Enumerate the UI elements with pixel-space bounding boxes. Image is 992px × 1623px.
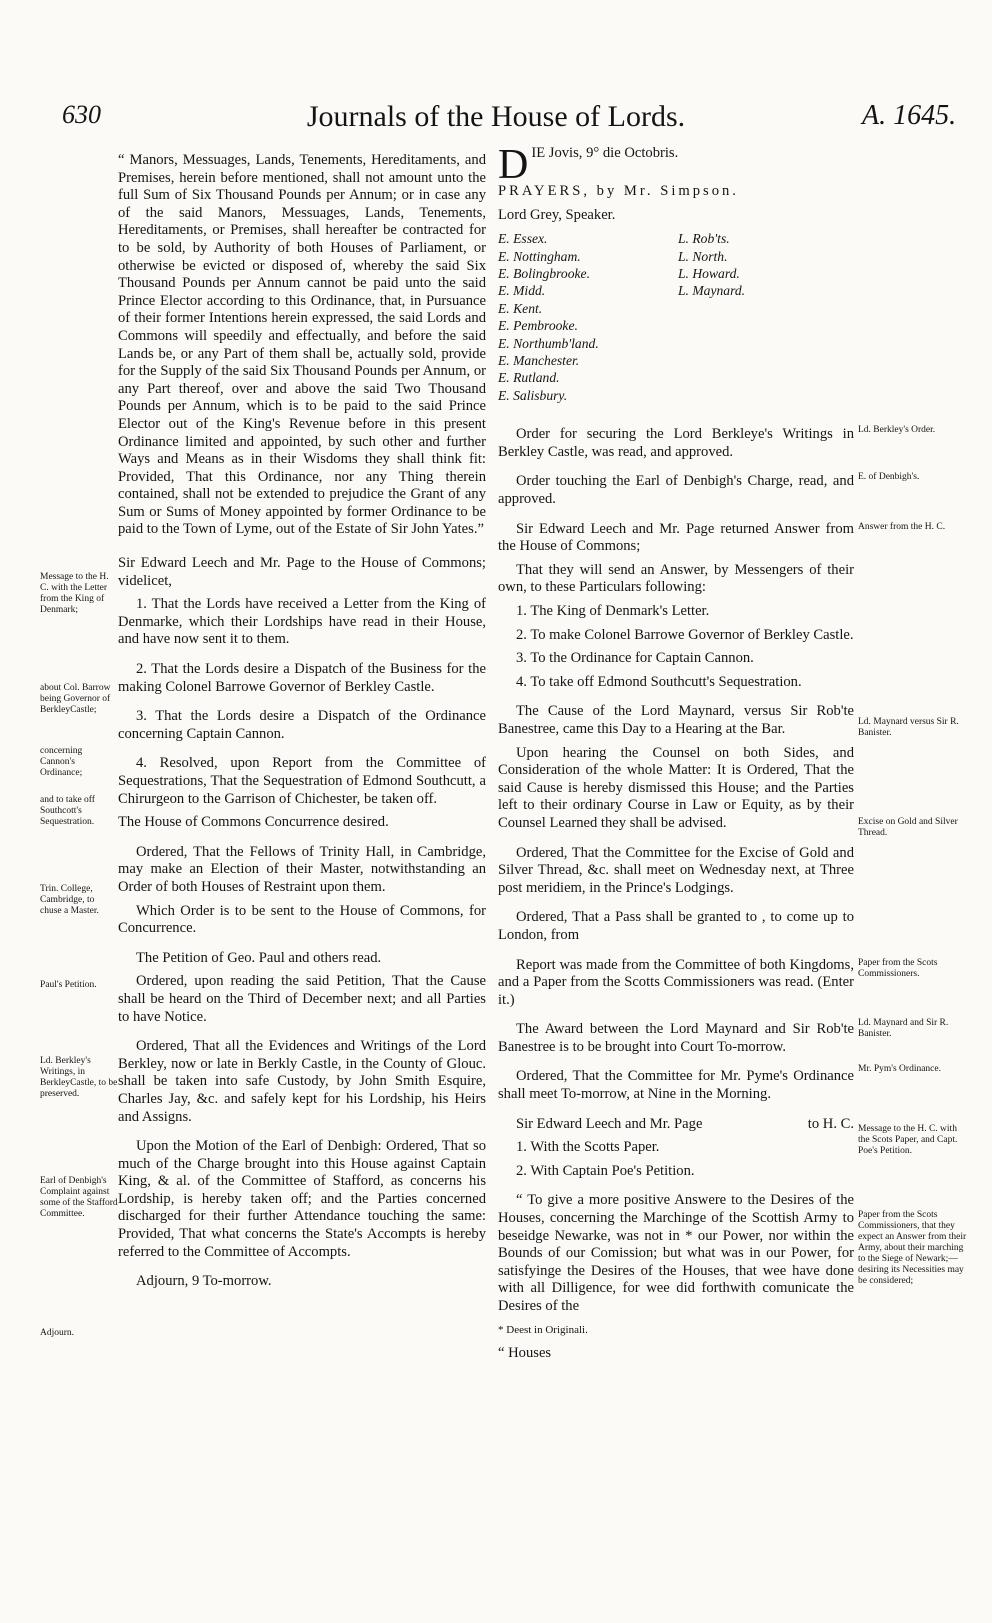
adjourn-line: Adjourn, 9 To-morrow.: [136, 1273, 272, 1290]
scots-report: Report was made from the Committee of both Kingdoms, and a Paper from the Scotts Commissioners was read. (Enter it.): [498, 956, 854, 1008]
margin-note-message: Message to the H. C. with the Scots Paper, and Capt. Poe's Petition.: [858, 1124, 958, 1156]
margin-note-message: Message to the H. C. with the Letter from the King of Denmark;: [40, 572, 109, 615]
paul-petition: The Petition of Geo. Paul and others read.: [136, 949, 382, 966]
answer-item: 4. To take off Edmond Southcutt's Sequestration.: [516, 673, 802, 690]
margin-note-berkley-order: Ld. Berkley's Order.: [858, 425, 936, 435]
lord-entry: E. Kent.: [498, 300, 543, 316]
pyme-order: Ordered, That the Committee for Mr. Pyme's Ordinance shall meet To-morrow, at Nine in the Morning.: [498, 1068, 854, 1103]
margin-note-cannon: concerning Cannon's Ordinance;: [40, 746, 83, 778]
lord-entry: E. Nottingham.: [498, 248, 581, 264]
lord-entry: E. Manchester.: [498, 353, 580, 369]
award-line: The Award between the Lord Maynard and Sir Rob'te Banestree is to be brought into Court To-morrow.: [498, 1021, 854, 1055]
margin-note-denbigh: E. of Denbigh's.: [858, 472, 920, 482]
lord-entry: E. Midd.: [498, 283, 546, 299]
footnote: * Deest in Originali.: [498, 1323, 588, 1336]
margin-note-maynard: Ld. Maynard versus Sir R. Banister.: [858, 717, 959, 738]
pass-order: Ordered, That a Pass shall be granted to , to come up to London, from: [498, 909, 854, 943]
berkley-order: Ordered, That all the Evidences and Writings of the Lord Berkley, now or late in Berkly Castle, in the County of Glouc. shall be taken into safe Custody, by John Smith Esquire, Charles Jay, &c. and safely kept for his Lordship, his Heirs and Assigns.: [118, 1038, 486, 1125]
date-text: IE Jovis, 9° die Octobris.: [531, 145, 679, 161]
margin-note-maynard-award: Ld. Maynard and Sir R. Banister.: [858, 1018, 949, 1039]
message-to-commons-to: to H. C.: [807, 1115, 854, 1132]
margin-note-scots: Paper from the Scots Commissioners, that they expect an Answer from their Army, about their marching to the Siege of Newark;—desiring its Necessities may be considered;: [858, 1210, 967, 1286]
margin-note-excise: Excise on Gold and Silver Thread.: [858, 817, 958, 838]
margin-note-paper: Paper from the Scots Commissioners.: [858, 958, 938, 979]
margin-note-pym: Mr. Pym's Ordinance.: [858, 1064, 941, 1074]
page-year: A. 1645.: [862, 100, 957, 131]
berkley-order-read: Order for securing the Lord Berkleye's Writings in Berkley Castle, was read, and approved.: [498, 426, 854, 460]
scots-quote: “ To give a more positive Answere to the Desires of the Houses, concerning the Marchinge of the Scottish Army to beseidge Newarke, was not in * our Power, nor within the Bounds of our Comission; but what was in our Power, for satisfyinge the Desires of the Houses, that wee have done with all Dilligence, for wee did forthwith comunicate the Desires of the: [498, 1192, 854, 1314]
lord-entry: L. Maynard.: [678, 283, 746, 299]
concurrence-line: The House of Commons Concurrence desired.: [118, 814, 389, 831]
right-column: [498, 142, 854, 1369]
margin-note-adjourn: Adjourn.: [40, 1328, 75, 1338]
margin-note-barrow: about Col. Barrow being Governor of BerkleyCastle;: [40, 683, 111, 715]
trinity-send: Which Order is to be sent to the House of Commons, for Concurrence.: [118, 902, 486, 937]
lord-entry: L. Rob'ts.: [678, 231, 730, 247]
message-item-4: 4. Resolved, upon Report from the Committee of Sequestrations, That the Sequestration of Edmond Southcutt, a Chirurgeon to the Garrison of Chichester, be taken off.: [118, 755, 486, 807]
margin-note-paul: Paul's Petition.: [40, 980, 97, 990]
answer-returned: Sir Edward Leech and Mr. Page returned Answer from the House of Commons;: [498, 520, 854, 555]
message-heading: Sir Edward Leech and Mr. Page to the House of Commons; videlicet,: [118, 555, 486, 589]
message-to-commons: [498, 1116, 854, 1134]
lord-entry: E. Northumb'land.: [498, 335, 599, 351]
answer-particulars: That they will send an Answer, by Messengers of their own, to these Particulars following:: [498, 561, 854, 596]
lords-list-barons: [678, 230, 745, 404]
lord-entry: E. Salisbury.: [498, 387, 568, 403]
drop-cap: D: [498, 142, 529, 188]
margin-note-southcott: and to take off Southcott's Sequestration.: [40, 795, 95, 827]
message-to-commons-heading: Sir Edward Leech and Mr. Page: [516, 1115, 703, 1132]
lords-list-earls: [498, 230, 678, 404]
lord-entry: E. Pembrooke.: [498, 318, 578, 334]
prayers-line: PRAYERS, by Mr. Simpson.: [498, 183, 739, 199]
page-header: [0, 100, 992, 150]
trinity-order: Ordered, That the Fellows of Trinity Hall, in Cambridge, may make an Election of their Master, notwithstanding an Order of both Houses of Restraint upon them.: [118, 843, 486, 895]
lord-entry: E. Rutland.: [498, 370, 560, 386]
margin-note-answer: Answer from the H. C.: [858, 522, 946, 532]
answer-item: 2. To make Colonel Barrowe Governor of Berkley Castle.: [516, 626, 854, 643]
session-date: [498, 142, 854, 188]
page-number: 630: [62, 100, 101, 129]
maynard-ordered: Upon hearing the Counsel on both Sides, and Consideration of the whole Matter: It is Ordered, That the said Cause is hereby dismissed this House; and the Parties left to their ordinary Course in Law or Equity, as by their Counsel Learned they shall be advised.: [498, 744, 854, 831]
message-item: 2. With Captain Poe's Petition.: [516, 1162, 695, 1179]
excise-order: Ordered, That the Committee for the Excise of Gold and Silver Thread, &c. shall meet on Wednesday next, at Three post meridiem, in the Prince's Lodgings.: [498, 844, 854, 896]
speaker-line: Lord Grey, Speaker.: [498, 206, 616, 223]
maynard-cause: The Cause of the Lord Maynard, versus Sir Rob'te Banestree, came this Day to a Hearing at the Bar.: [498, 703, 854, 737]
lord-entry: E. Essex.: [498, 231, 548, 247]
margin-note-berkley: Ld. Berkley's Writings, in BerkleyCastle, to be preserved.: [40, 1056, 118, 1099]
message-item: 1. With the Scotts Paper.: [516, 1139, 660, 1156]
denbigh-order: Upon the Motion of the Earl of Denbigh: Ordered, That so much of the Charge brought into this House against Captain King, & al. of the Committee of Stafford, as concerns his Lordship, is hereby taken off; and the Parties concerned discharged for their further Attendance touching the same: Provided, That what concerns the State's Accompts is hereby referred to the Committee of Accompts.: [118, 1138, 486, 1260]
denbigh-order-read: Order touching the Earl of Denbigh's Charge, read, and approved.: [498, 473, 854, 508]
catchword: “ Houses: [498, 1345, 552, 1362]
lords-present: [498, 230, 854, 404]
message-item-1: 1. That the Lords have received a Letter from the King of Denmarke, which their Lordships have read in their House, and have now sent it to them.: [118, 596, 486, 648]
paul-order: Ordered, upon reading the said Petition, That the Cause shall be heard on the Third of December next; and all Parties to have Notice.: [118, 973, 486, 1025]
page-title: Journals of the House of Lords.: [306, 100, 686, 133]
lord-entry: L. North.: [678, 248, 728, 264]
margin-note-denbigh: Earl of Denbigh's Complaint against some of the Stafford Committee.: [40, 1176, 118, 1219]
answer-item: 3. To the Ordinance for Captain Cannon.: [516, 650, 754, 667]
ordinance-quote: “ Manors, Messuages, Lands, Tenements, Hereditaments, and Premises, herein before mentioned, shall not amount unto the full Sum of Six Thousand Pounds per Annum; or in case any of the said Manors, Messuages, Lands, Tenements, Hereditaments, or Premises, shall hereafter be contracted for to be sold, by Authority of both Houses of Parliament, or otherwise be evicted or disposed of, whereby the said Six Thousand Pounds per Annum cannot be paid unto the said Prince Elector according to this Ordinance, that, in Pursuance of their former Intentions herein expressed, the said Lords and Commons will speedily and effectually, and before the said Lands be, or any Part of them shall be, actually sold, provide for the Supply of the said Six Thousand Pounds per Annum, or any Part thereof, over and above the said Two Thousand Pounds per Annum, which is to be paid to the said Prince Elector out of the King's Revenue before in this present Ordinance limited and appointed, by such other and further Ways and Means as in their Wisdoms they shall think fit: Provided, That this Ordinance, nor any Thing therein contained, shall not be extended to prejudice the Grant of any Sum or Sums of Money appointed by former Ordinance to be paid to the Town of Lyme, out of the Estate of Sir John Yates.”: [118, 152, 486, 538]
message-item-2: 2. That the Lords desire a Dispatch of the Business for the making Colonel Barrowe Governor of Berkley Castle.: [118, 661, 486, 695]
left-column: [118, 152, 486, 1297]
lord-entry: E. Bolingbrooke.: [498, 266, 590, 281]
margin-note-trinity: Trin. College, Cambridge, to chuse a Master.: [40, 884, 99, 916]
message-item-3: 3. That the Lords desire a Dispatch of the Ordinance concerning Captain Cannon.: [118, 708, 486, 742]
lord-entry: L. Howard.: [678, 266, 740, 281]
answer-item: 1. The King of Denmark's Letter.: [516, 603, 710, 619]
